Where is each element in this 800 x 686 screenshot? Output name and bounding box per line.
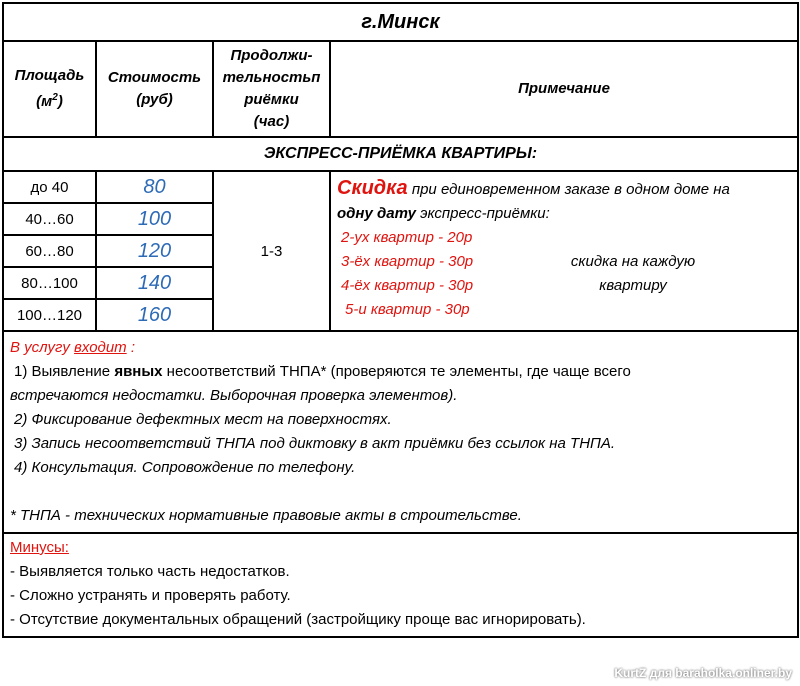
area-cell: 40…60 — [3, 203, 96, 235]
area-cell: до 40 — [3, 171, 96, 203]
price-cell: 120 — [96, 235, 213, 267]
discount-item: 5-и квартир - 30р — [345, 301, 470, 318]
watermark: KurtZ для baraholka.onliner.by — [614, 666, 792, 680]
discount-note: Скидка при единовременном заказе в одном доме на одну дату экспресс-приёмки: 2-ух квартир - 20р 3-ёх квартир - 30р 4-ёх квартир - 30р 5-и квартир - 30р скидка на каждую квартиру — [330, 171, 798, 331]
price-table — [2, 2, 799, 638]
header-area: Площадь $(м^2)$ — [3, 41, 96, 137]
discount-item: 4-ёх квартир - 30р — [341, 277, 474, 294]
footnote: * ТНПА - технических нормативные правовые акты в строительстве. — [10, 507, 522, 524]
price-cell: 160 — [96, 299, 213, 331]
header-duration: Продолжи- тельностьп риёмки (час) — [213, 41, 330, 137]
area-cell: 100…120 — [3, 299, 96, 331]
price-cell: 80 — [96, 171, 213, 203]
header-note: Примечание — [330, 41, 798, 137]
duration-cell: 1-3 — [213, 171, 330, 331]
table-row — [3, 171, 798, 203]
price-cell: 140 — [96, 267, 213, 299]
area-cell: 80…100 — [3, 267, 96, 299]
city-title: г.Минск — [3, 3, 798, 41]
header-cost: Стоимость (руб) — [96, 41, 213, 137]
discount-item: 2-ух квартир - 20р — [341, 229, 473, 246]
services-block: В услугу входит : 1) Выявление явных несоответствий ТНПА* (проверяются те элементы, где чаще всего встречаются недостатки. Выборочная проверка элементов). 2) Фиксирование дефектных мест на поверхностях. 3) Запись несоответствий ТНПА под диктовку в акт приёмки без ссылок на ТНПА. 4) Консультация. Сопровождение по телефону. * ТНПА - технических нормативные правовые акты в строительстве. — [3, 331, 798, 533]
list-item: - Отсутствие документальных обращений (застройщику проще вас игнорировать). — [10, 611, 586, 628]
discount-word: Скидка — [337, 177, 408, 199]
price-cell: 100 — [96, 203, 213, 235]
discount-item: 3-ёх квартир - 30р — [341, 253, 474, 270]
minuses-block — [3, 533, 798, 637]
list-item: - Сложно устранять и проверять работу. — [10, 587, 291, 604]
list-item: - Выявляется только часть недостатков. — [10, 563, 290, 580]
area-cell: 60…80 — [3, 235, 96, 267]
section-title: ЭКСПРЕСС-ПРИЁМКА КВАРТИРЫ: — [3, 137, 798, 171]
per-apartment-note: скидка на каждую квартиру — [570, 253, 696, 294]
minuses-title: Минусы: — [10, 539, 69, 556]
